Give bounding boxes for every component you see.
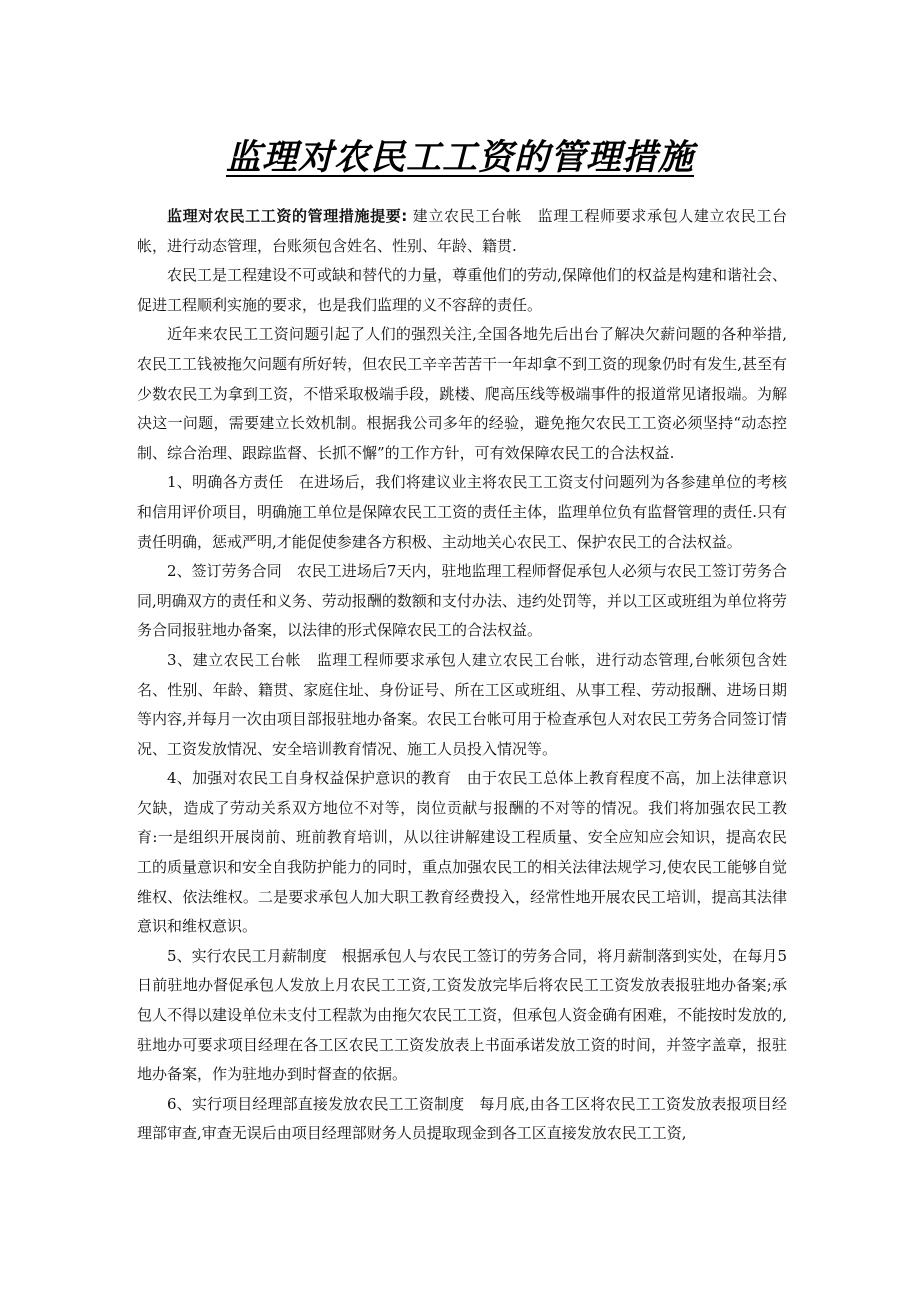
document-title: 监理对农民工工资的管理措施 [225, 137, 694, 178]
paragraph: 2、签订劳务合同 农民工进场后7天内，驻地监理工程师督促承包人必须与农民工签订劳务合同,明确双方的责任和义务、劳动报酬的数额和支付办法、违约处罚等，并以工区或班组为单位将劳务合同报驻地办备案，以法律的形式保障农民工的合法权益。 [137, 562, 787, 640]
paragraph: 近年来农民工工资问题引起了人们的强烈关注,全国各地先后出台了解决欠薪问题的各种举措,农民工工钱被拖欠问题有所好转，但农民工辛辛苦苦干一年却拿不到工资的现象仍时有发生,甚至有少数农民工为拿到工资，不惜采取极端手段，跳楼、爬高压线等极端事件的报道常见诸报端。为解决这一问题，需要建立长效机制。根据我公司多年的经验，避免拖欠农民工工资必须坚持“动态控制、综合治理、跟踪监督、长抓不懈”的工作方针，可有效保障农民工的合法权益. [137, 325, 787, 462]
paragraph: 农民工是工程建设不可或缺和替代的力量，尊重他们的劳动,保障他们的权益是构建和谐社会、促进工程顺利实施的要求，也是我们监理的义不容辞的责任。 [137, 266, 787, 314]
paragraph: 5、实行农民工月薪制度 根据承包人与农民工签订的劳务合同，将月薪制落到实处，在每月5日前驻地办督促承包人发放上月农民工工资,工资发放完毕后将农民工工资发放表报驻地办备案;承包人不得以建设单位未支付工程款为由拖欠农民工工资，但承包人资金确有困难，不能按时发放的,驻地办可要求项目经理在各工区农民工工资发放表上书面承诺发放工资的时间，并签字盖章，报驻地办备案，作为驻地办到时督查的依据。 [137, 946, 787, 1084]
intro-text: 建立农民工台帐 监理工程师要求承包人建立农民工台帐，进行动态管理，台账须包含姓名、性别、年龄、籍贯. [137, 207, 787, 255]
paragraph: 6、实行项目经理部直接发放农民工工资制度 每月底,由各工区将农民工工资发放表报项目经理部审查,审查无误后由项目经理部财务人员提取现金到各工区直接发放农民工工资, [137, 1094, 787, 1143]
document-body [137, 202, 787, 1149]
paragraph: 1、明确各方责任 在进场后，我们将建议业主将农民工工资支付问题列为各参建单位的考核和信用评价项目，明确施工单位是保障农民工工资的责任主体，监理单位负有监督管理的责任.只有责任明确，惩戒严明,才能促使参建各方积极、主动地关心农民工、保护农民工的合法权益。 [137, 473, 787, 551]
paragraph: 3、建立农民工台帐 监理工程师要求承包人建立农民工台帐，进行动态管理,台帐须包含姓名、性别、年龄、籍贯、家庭住址、身份证号、所在工区或班组、从事工程、劳动报酬、进场日期等内容,并每月一次由项目部报驻地办备案。农民工台帐可用于检查承包人对农民工劳务合同签订情况、工资发放情况、安全培训教育情况、施工人员投入情况等。 [137, 650, 787, 758]
intro-paragraph [137, 202, 787, 261]
intro-label: 监理对农民工工资的管理措施提要: [167, 207, 408, 225]
paragraph: 4、加强对农民工自身权益保护意识的教育 由于农民工总体上教育程度不高，加上法律意识欠缺，造成了劳动关系双方地位不对等，岗位贡献与报酬的不对等的情况。我们将加强农民工教育:一是组织开展岗前、班前教育培训，从以往讲解建设工程质量、安全应知应会知识，提高农民工的质量意识和安全自我防护能力的同时，重点加强农民工的相关法律法规学习,使农民工能够自觉维权、依法维权。二是要求承包人加大职工教育经费投入，经常性地开展农民工培训，提高其法律意识和维权意识。 [137, 769, 787, 936]
